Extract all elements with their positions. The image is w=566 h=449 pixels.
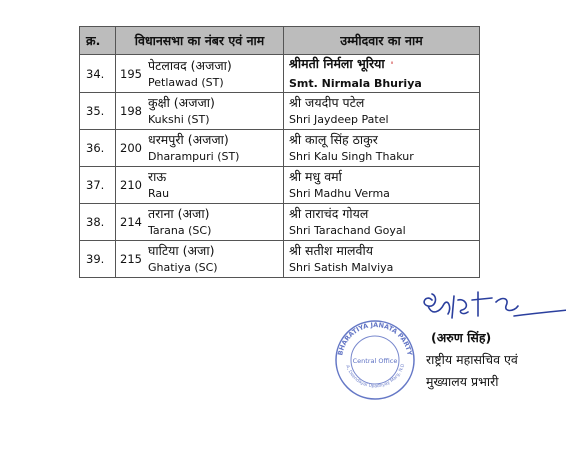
assembly-name-english: Petlawad (ST) xyxy=(148,75,224,89)
svg-text:BHARATIYA JANATA PARTY: BHARATIYA JANATA PARTY xyxy=(336,320,414,357)
assembly-name-hindi: कुक्षी (अजजा) xyxy=(148,95,215,110)
candidate-name-english: Shri Jaydeep Patel xyxy=(289,113,389,126)
table-header-row xyxy=(80,27,480,55)
candidate-cell xyxy=(284,55,480,93)
assembly-cell xyxy=(116,204,284,241)
assembly-cell xyxy=(116,93,284,130)
serial-number: 36. xyxy=(80,130,116,167)
assembly-name-hindi: तराना (अजा) xyxy=(148,206,210,221)
assembly-name-english: Rau xyxy=(148,187,170,200)
assembly-number: 195 xyxy=(120,66,142,81)
candidate-name-hindi: श्रीमती निर्मला भूरिया xyxy=(289,56,385,71)
party-seal-image xyxy=(334,319,416,401)
assembly-number: 200 xyxy=(120,141,142,155)
candidate-name-hindi: श्री जयदीप पटेल xyxy=(289,95,365,110)
assembly-number: 198 xyxy=(120,104,142,118)
assembly-cell xyxy=(116,55,284,93)
assembly-name-english: Tarana (SC) xyxy=(148,224,212,237)
header-serial: क्र. xyxy=(80,27,116,55)
assembly-cell xyxy=(116,130,284,167)
candidate-cell xyxy=(284,93,480,130)
serial-number: 37. xyxy=(80,167,116,204)
candidate-name-hindi: श्री सतीश मालवीय xyxy=(289,243,373,258)
assembly-name-hindi: राऊ xyxy=(148,169,167,184)
table-row xyxy=(80,167,480,204)
assembly-cell xyxy=(116,167,284,204)
serial-number: 38. xyxy=(80,204,116,241)
designation-line-2: मुख्यालय प्रभारी xyxy=(426,374,499,389)
candidate-name-english: Shri Madhu Verma xyxy=(289,187,390,200)
candidate-cell xyxy=(284,167,480,204)
svg-text:6A, Deendayal Upadhyay Marg, N: A, Deendayal Upadhyay Marg, N.D xyxy=(344,363,407,390)
candidate-cell xyxy=(284,130,480,167)
designation-line-1: राष्ट्रीय महासचिव एवं xyxy=(426,352,518,367)
table-row xyxy=(80,55,480,93)
candidate-table xyxy=(79,26,480,278)
assembly-number: 214 xyxy=(120,215,142,229)
table-row xyxy=(80,241,480,278)
candidate-name-hindi: श्री ताराचंद गोयल xyxy=(289,206,369,221)
svg-text:Central Office: Central Office xyxy=(352,357,398,365)
serial-number: 35. xyxy=(80,93,116,130)
assembly-cell xyxy=(116,241,284,278)
serial-number: 39. xyxy=(80,241,116,278)
assembly-number: 210 xyxy=(120,178,142,192)
candidate-cell xyxy=(284,241,480,278)
header-assembly: विधानसभा का नंबर एवं नाम xyxy=(116,27,284,55)
assembly-number: 215 xyxy=(120,252,142,266)
serial-number: 34. xyxy=(80,55,116,93)
assembly-name-english: Kukshi (ST) xyxy=(148,113,210,126)
candidate-name-hindi: श्री मधु वर्मा xyxy=(289,169,342,184)
assembly-name-hindi: धरमपुरी (अजजा) xyxy=(148,132,229,147)
candidate-name-hindi: श्री कालू सिंह ठाकुर xyxy=(289,132,378,147)
candidate-name-english: Smt. Nirmala Bhuriya xyxy=(289,77,422,90)
signatory-designation xyxy=(426,349,518,393)
ink-mark: ' xyxy=(390,61,394,71)
header-candidate: उम्मीदवार का नाम xyxy=(284,27,480,55)
assembly-name-hindi: घाटिया (अजा) xyxy=(148,243,215,258)
assembly-name-hindi: पेटलावद (अजजा) xyxy=(148,57,232,73)
table-row xyxy=(80,93,480,130)
assembly-name-english: Dharampuri (ST) xyxy=(148,150,240,163)
candidate-name-english: Shri Tarachand Goyal xyxy=(289,224,406,237)
table-row xyxy=(80,204,480,241)
candidate-name-english: Shri Kalu Singh Thakur xyxy=(289,150,414,163)
table-row xyxy=(80,130,480,167)
candidate-name-english: Shri Satish Malviya xyxy=(289,261,394,274)
assembly-name-english: Ghatiya (SC) xyxy=(148,261,218,274)
candidate-cell xyxy=(284,204,480,241)
signatory-name: (अरुण सिंह) xyxy=(431,330,492,345)
